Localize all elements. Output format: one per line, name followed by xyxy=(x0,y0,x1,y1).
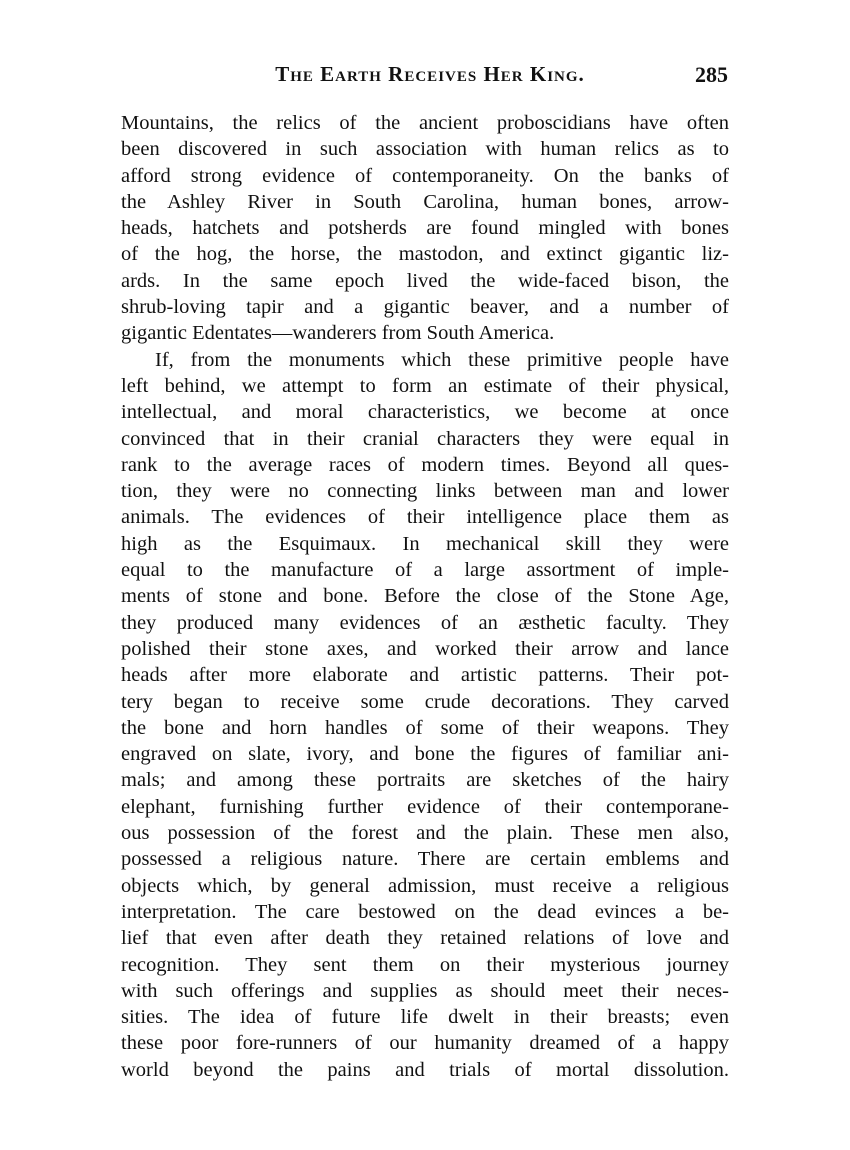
text-line: polished their stone axes, and worked their arrow and lance xyxy=(121,637,729,660)
text-line: sities. The idea of future life dwelt in their breasts; even xyxy=(121,1006,729,1029)
text-line: ous possession of the forest and the plain. These men also, xyxy=(121,822,729,845)
text-line: engraved on slate, ivory, and bone the figures of familiar ani- xyxy=(121,743,729,766)
page-number: 285 xyxy=(695,62,728,87)
text-line: intellectual, and moral characteristics, we become at once xyxy=(121,401,729,424)
text-line: Mountains, the relics of the ancient proboscidians have often xyxy=(121,112,729,134)
text-line: afford strong evidence of contemporaneity. On the banks of xyxy=(121,164,729,187)
text-line: been discovered in such association with human relics as to xyxy=(121,138,729,161)
text-line: mals; and among these portraits are sketches of the hairy xyxy=(121,769,729,792)
text-line: of the hog, the horse, the mastodon, and extinct gigantic liz- xyxy=(121,243,729,266)
paragraph-end-line: gigantic Edentates—wanderers from South America. xyxy=(121,322,555,345)
text-line: convinced that in their cranial characters they were equal in xyxy=(121,427,729,450)
text-line: possessed a religious nature. There are certain emblems and xyxy=(121,848,729,871)
running-head xyxy=(120,62,728,92)
running-title: The Earth Receives Her King. xyxy=(275,62,585,86)
text-line: lief that even after death they retained relations of love and xyxy=(121,927,729,950)
text-line: high as the Esquimaux. In mechanical skill they were xyxy=(121,532,729,555)
text-line: objects which, by general admission, must receive a religious xyxy=(121,874,729,897)
text-line: left behind, we attempt to form an estimate of their physical, xyxy=(121,374,729,397)
text-line: tery began to receive some crude decorations. They carved xyxy=(121,690,729,713)
text-line: the bone and horn handles of some of their weapons. They xyxy=(121,716,729,739)
text-line: they produced many evidences of an æsthetic faculty. They xyxy=(121,611,729,634)
text-line: ments of stone and bone. Before the close of the Stone Age, xyxy=(121,585,729,608)
text-line: interpretation. The care bestowed on the dead evinces a be- xyxy=(121,900,729,923)
text-line: with such offerings and supplies as should meet their neces- xyxy=(121,979,729,1002)
text-line: world beyond the pains and trials of mortal dissolution. xyxy=(121,1058,729,1081)
text-line: the Ashley River in South Carolina, human bones, arrow- xyxy=(121,190,729,213)
text-line: elephant, furnishing further evidence of their contemporane- xyxy=(121,795,729,818)
text-line: equal to the manufacture of a large assortment of imple- xyxy=(121,559,729,582)
text-line: heads after more elaborate and artistic patterns. Their pot- xyxy=(121,664,729,687)
text-line: tion, they were no connecting links between man and lower xyxy=(121,480,729,503)
text-line: recognition. They sent them on their mysterious journey xyxy=(121,953,729,976)
text-line: shrub-loving tapir and a gigantic beaver, and a number of xyxy=(121,296,729,319)
text-line: these poor fore-runners of our humanity dreamed of a happy xyxy=(121,1032,729,1055)
paragraph-start-line: If, from the monuments which these primitive people have xyxy=(155,348,729,371)
text-line: animals. The evidences of their intelligence place them as xyxy=(121,506,729,529)
text-line: rank to the average races of modern times. Beyond all ques- xyxy=(121,453,729,476)
text-line: heads, hatchets and potsherds are found mingled with bones xyxy=(121,217,729,240)
text-line: ards. In the same epoch lived the wide-faced bison, the xyxy=(121,269,729,292)
body-text xyxy=(121,110,729,1083)
